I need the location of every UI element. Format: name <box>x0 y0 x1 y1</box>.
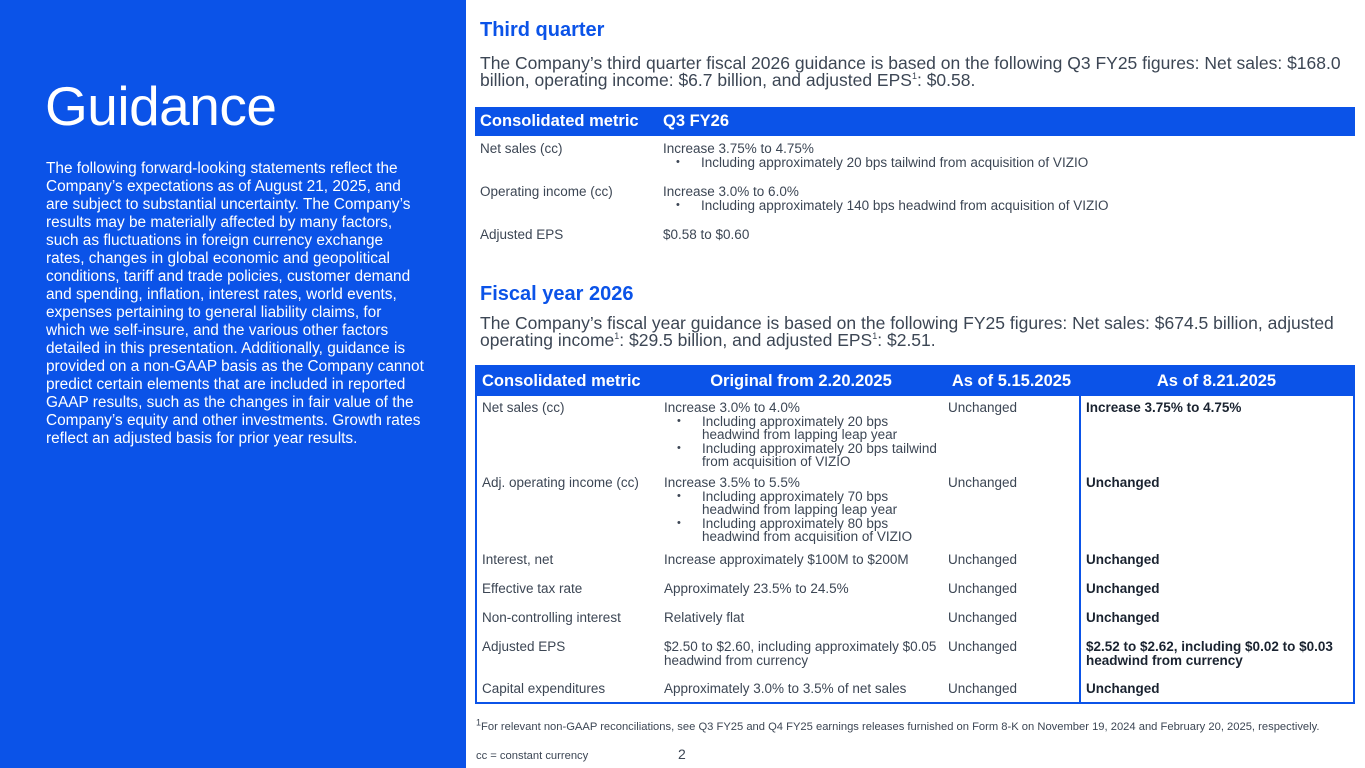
metric-cell: Operating income (cc) <box>480 184 613 199</box>
fy-intro-text-mid: : $29.5 billion, and adjusted EPS <box>619 330 873 350</box>
aug-cell: Unchanged <box>1080 604 1354 633</box>
original-cell: Approximately 23.5% to 24.5% <box>664 581 849 596</box>
fy-intro-text: The Company’s fiscal year guidance is based on the following FY25 figures: Net sales: $674.5 billion, adjusted operating income <box>480 313 1334 350</box>
table-row <box>476 396 1354 471</box>
may-cell: Unchanged <box>948 400 1018 415</box>
fy-guidance-table <box>475 365 1355 704</box>
value-cell <box>658 180 1355 223</box>
table-header-row <box>476 366 1354 396</box>
left-panel <box>0 0 466 768</box>
may-cell: Unchanged <box>948 610 1018 625</box>
metric-cell: Effective tax rate <box>482 581 583 596</box>
footnote-ref: 1 <box>614 331 620 342</box>
aug-cell: $2.52 to $2.62, including $0.02 to $0.03 headwind from currency <box>1080 633 1354 675</box>
table-row <box>476 675 1354 703</box>
column-header: Original from 2.20.2025 <box>659 366 943 396</box>
original-text: Increase 3.5% to 5.5% <box>664 475 800 490</box>
original-bullet: • Including approximately 20 bps tailwind from acquisition of VIZIO <box>702 442 938 469</box>
fy-intro <box>480 315 1355 349</box>
footnote-ref: 1 <box>872 331 878 342</box>
column-header: As of 5.15.2025 <box>943 366 1080 396</box>
q3-intro-text-end: : $0.58. <box>916 70 976 90</box>
original-cell: Approximately 3.0% to 3.5% of net sales <box>664 681 907 696</box>
table-row <box>475 180 1355 223</box>
metric-cell: Interest, net <box>482 552 554 567</box>
metric-cell: Net sales (cc) <box>480 141 563 156</box>
page-number: 2 <box>678 746 686 762</box>
q3-intro-text: The Company’s third quarter fiscal 2026 guidance is based on the following Q3 FY25 figures: Net sales: $168.0 billion, operating income: $6.7 billion, and adjusted EPS <box>480 53 1341 90</box>
table-row <box>476 546 1354 575</box>
may-cell: Unchanged <box>948 475 1018 490</box>
may-cell: Unchanged <box>948 552 1018 567</box>
table-row <box>476 471 1354 546</box>
may-cell: Unchanged <box>948 639 1018 654</box>
cc-note: cc = constant currency <box>476 750 589 762</box>
footnote-marker: 1 <box>476 717 482 728</box>
footnote <box>476 717 1336 733</box>
table-row <box>476 575 1354 604</box>
table-header-row <box>475 107 1355 136</box>
fy-heading: Fiscal year 2026 <box>480 283 634 305</box>
original-cell: $2.50 to $2.60, including approximately $0.05 headwind from currency <box>664 639 937 668</box>
original-cell <box>659 396 943 471</box>
column-header: As of 8.21.2025 <box>1080 366 1354 396</box>
value-text: Increase 3.75% to 4.75% <box>663 141 814 156</box>
original-cell: Increase approximately $100M to $200M <box>664 552 909 567</box>
q3-guidance-table <box>475 107 1355 248</box>
column-header: Consolidated metric <box>475 107 658 136</box>
page-title: Guidance <box>45 75 277 137</box>
metric-cell: Capital expenditures <box>482 681 606 696</box>
column-header: Q3 FY26 <box>658 107 1355 136</box>
table-row <box>476 604 1354 633</box>
original-bullet: • Including approximately 20 bps headwind from lapping leap year <box>702 415 938 442</box>
may-cell: Unchanged <box>948 581 1018 596</box>
aug-cell: Unchanged <box>1080 675 1354 703</box>
table-row <box>476 633 1354 675</box>
original-text: Increase 3.0% to 4.0% <box>664 400 800 415</box>
original-bullet: • Including approximately 80 bps headwind from acquisition of VIZIO <box>702 517 938 544</box>
table-row <box>475 136 1355 180</box>
fy-intro-text-end: : $2.51. <box>877 330 936 350</box>
original-bullet: • Including approximately 70 bps headwind from lapping leap year <box>702 490 938 517</box>
metric-cell: Adjusted EPS <box>480 227 564 242</box>
value-bullet: • Including approximately 140 bps headwind from acquisition of VIZIO <box>701 199 1350 213</box>
metric-cell: Net sales (cc) <box>482 400 565 415</box>
footnote-ref: 1 <box>911 71 917 82</box>
value-cell: $0.58 to $0.60 <box>663 227 750 242</box>
guidance-disclaimer: The following forward-looking statements reflect the Company’s expectations as of August 21, 2025, and are subject to substantial uncertainty. The Company’s results may be materially affected by many factors, such as fluctuations in foreign currency exchange rates, changes in global economic and geopolitical conditions, tariff and trade policies, customer demand and spending, inflation, interest rates, world events, expenses pertaining to general liability claims, for which we self-insure, and the various other factors detailed in this presentation. Additionally, guidance is provided on a non-GAAP basis as the Company cannot predict certain elements that are included in reported GAAP results, such as the changes in fair value of the Company’s equity and other investments. Growth rates reflect an adjusted basis for prior year results. <box>46 160 424 447</box>
aug-cell: Unchanged <box>1080 471 1354 546</box>
q3-intro <box>480 55 1355 89</box>
column-header: Consolidated metric <box>476 366 659 396</box>
metric-cell: Non-controlling interest <box>482 610 621 625</box>
metric-cell: Adjusted EPS <box>482 639 566 654</box>
value-text: Increase 3.0% to 6.0% <box>663 184 799 199</box>
original-cell: Relatively flat <box>664 610 745 625</box>
aug-cell: Unchanged <box>1080 575 1354 604</box>
value-cell <box>658 136 1355 180</box>
aug-cell: Unchanged <box>1080 546 1354 575</box>
may-cell: Unchanged <box>948 681 1018 696</box>
value-bullet: • Including approximately 20 bps tailwind from acquisition of VIZIO <box>701 156 1350 170</box>
table-row <box>475 223 1355 248</box>
original-cell <box>659 471 943 546</box>
q3-heading: Third quarter <box>480 19 605 41</box>
aug-cell: Increase 3.75% to 4.75% <box>1080 396 1354 471</box>
footnote-text: For relevant non-GAAP reconciliations, see Q3 FY25 and Q4 FY25 earnings releases furnished on Form 8-K on November 19, 2024 and February 20, 2025, respectively. <box>481 721 1320 733</box>
metric-cell: Adj. operating income (cc) <box>482 475 639 490</box>
